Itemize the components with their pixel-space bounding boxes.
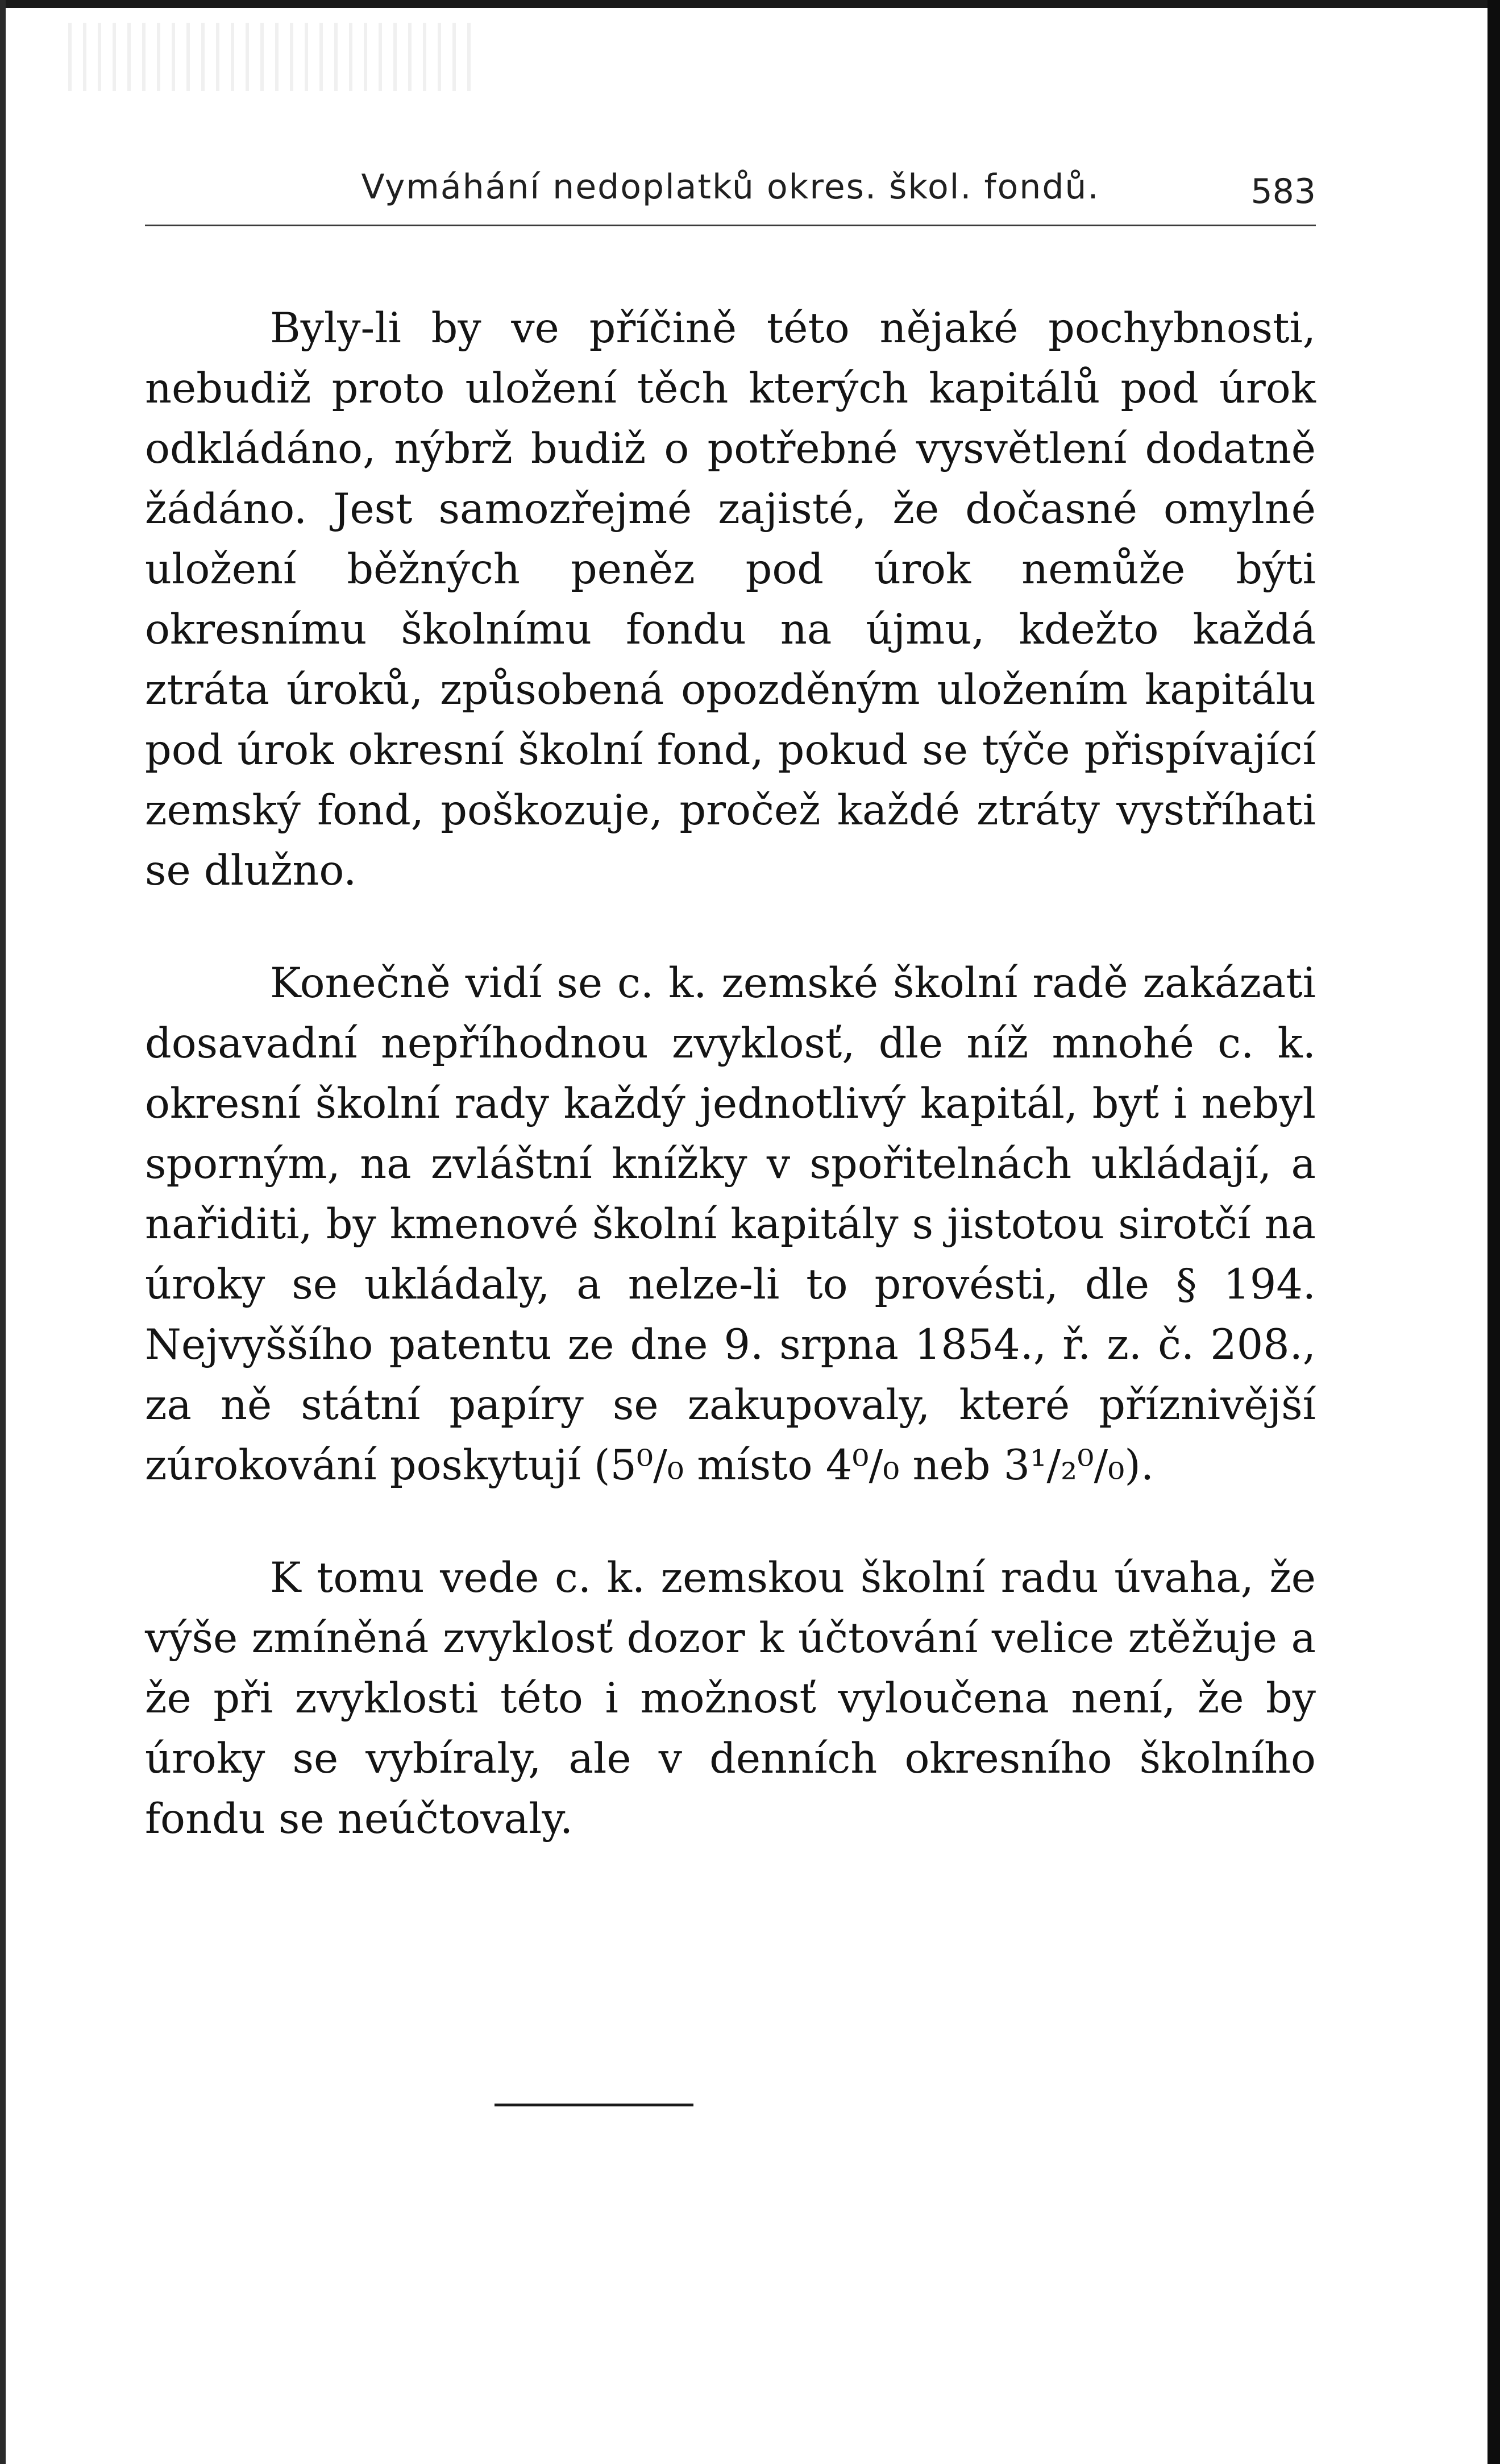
paragraph-2: Konečně vidí se c. k. zemské školní radě zakázati dosavadní nepříhodnou zvyklosť, dle níž mnohé c. k. okresní školní rady každý jednotlivý kapitál, byť i nebyl sporným, na zvláštní knížky v spořitelnách ukládají, a nařiditi, by kmenové školní kapitály s jistotou sirotčí na úroky se ukládaly, a nelze-li to provésti, dle § 194. Nejvyššího patentu ze dne 9. srpna 1854., ř. z. č. 208., za ně státní papíry se zakupovaly, které příznivější zúrokování poskytují (5⁰/₀ místo 4⁰/₀ neb 3¹/₂⁰/₀). [145,959,1316,1490]
running-head [145,159,1316,223]
scan-edge-right [1487,0,1500,2464]
running-head-title: Vymáhání nedoplatků okres. škol. fondů. [361,167,1100,207]
body-text [145,298,1316,1849]
book-page [145,159,1316,1843]
scan-edge-left [0,0,6,2464]
page-number: 583 [1250,172,1316,211]
paragraph-3: K tomu vede c. k. zemskou školní radu úvaha, že výše zmíněná zvyklosť dozor k účtování velice ztěžuje a že při zvyklosti této i možnosť vyloučena není, že by úroky se vybíraly, ale v denních okresního školního fondu se neúčtovaly. [145,1554,1316,1843]
section-end-rule [495,2104,693,2106]
scan-edge-top [0,0,1500,8]
paragraph-1: Byly-li by ve příčině této nějaké pochybnosti, nebudiž proto uložení těch kterých kapitálů pod úrok odkládáno, nýbrž budiž o potřebné vysvětlení dodatně žádáno. Jest samozřejmé zajisté, že dočasné omylné uložení běžných peněz pod úrok nemůže býti okresnímu školnímu fondu na újmu, kdežto každá ztráta úroků, způsobená opozděným uložením kapitálu pod úrok okresní školní fond, pokud se týče přispívající zemský fond, poškozuje, pročež každé ztráty vystříhati se dlužno. [145,304,1316,895]
ink-bleed-through [68,23,477,91]
header-rule [145,225,1316,226]
